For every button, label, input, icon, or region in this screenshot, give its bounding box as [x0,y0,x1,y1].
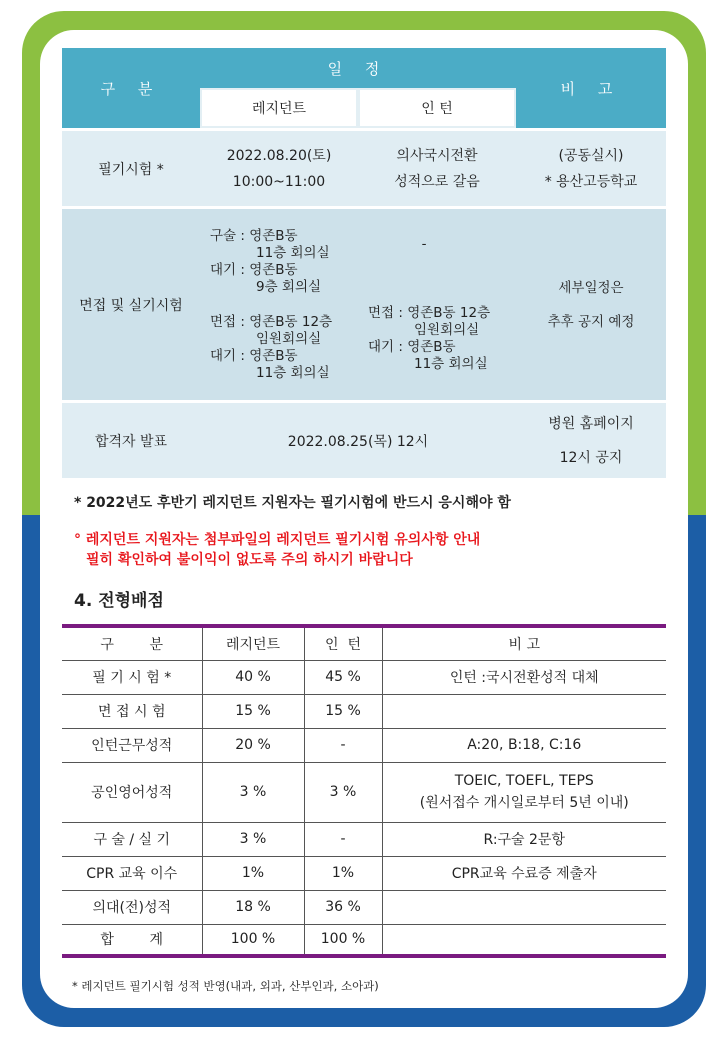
oral-location: 구술 : 영존B동 [210,227,298,244]
written-date: 2022.08.20(토) [226,147,332,164]
note-red-warning: ° 레지던트 지원자는 첨부파일의 레지던트 필기시험 유의사항 안내 필히 확인하여 불이익이 없도록 주의 하시기 바랍니다 [74,532,481,568]
col-header-remarks: 비 고 [382,626,666,660]
table-row: 의대(전)성적 18 % 36 % [62,890,666,924]
intern-interview-location: 면접 : 영존B동 12층 [368,305,491,321]
row-label: 합격자 발표 [62,400,200,478]
intern-oral-none: - [421,236,427,252]
header-schedule: 일 정 [200,48,516,88]
written-venue: * 용산고등학교 [544,173,638,190]
waiting-location: 대기 : 영존B동 [210,261,298,278]
announcement-date: 2022.08.25(목) 12시 [200,400,516,478]
note-written-required: * 2022년도 후반기 레지던트 지원자는 필기시험에 반드시 응시해야 함 [74,495,511,511]
table-row: 인턴근무성적 20 % - A:20, B:18, C:16 [62,728,666,762]
col-header-resident: 레지던트 [202,626,304,660]
row-label: 면접 및 실기시험 [62,206,200,400]
written-time: 10:00~11:00 [232,173,326,190]
subheader-intern: 인 턴 [358,88,516,128]
table-row-total: 합 계 100 % 100 % [62,924,666,956]
scoring-table [62,624,666,958]
row-interview: 면접 및 실기시험 구술 : 영존B동 11층 회의실 대기 : 영존B동 9층 회의실 면접 : 영존B동 12층 임원회의실 대기 : 영존B동 11층 회의실 - 면접 : 영존B동 12층 임원회의실 대기 : 영존B동 11층 회의실 세부일정은 추후 공지 예정 [62,206,666,400]
col-header-intern: 인 턴 [304,626,382,660]
intern-waiting-location: 대기 : 영존B동 [368,339,456,355]
announcement-remark: 병원 홈페이지 [548,415,634,432]
row-written-exam [62,128,666,206]
interview-remark: 세부일정은 [558,279,624,296]
row-announcement [62,400,666,478]
interview-remark-2: 추후 공지 예정 [547,313,635,330]
row-label: 필기시험 * [62,128,200,206]
header-category: 구 분 [62,48,200,128]
header-remarks: 비 고 [516,48,666,128]
footnote: * 레지던트 필기시험 성적 반영(내과, 외과, 산부인과, 소아과) [72,979,379,993]
interview-location: 면접 : 영존B동 12층 [210,313,333,330]
table-row: CPR 교육 이수 1% 1% CPR교육 수료증 제출자 [62,856,666,890]
scoring-table-wrap [62,624,666,958]
waiting-location-2: 대기 : 영존B동 [210,347,298,364]
table-row: 필 기 시 험 * 40 % 45 % 인턴 :국시전환성적 대체 [62,660,666,694]
table-row: 구 술 / 실 기 3 % - R:구술 2문항 [62,822,666,856]
intern-written-note: 의사국시전환 [396,147,478,164]
col-header-category: 구 분 [62,626,202,660]
table-header-row [62,626,666,660]
subheader-resident: 레지던트 [200,88,358,128]
section-title: 4. 전형배점 [74,591,164,611]
table-row: 공인영어성적 3 % 3 % TOEIC, TOEFL, TEPS (원서접수 개시일로부터 5년 이내) [62,762,666,822]
intern-written-note-2: 성적으로 갈음 [394,173,480,190]
written-remark: (공동실시) [558,147,624,164]
table-row: 면 접 시 험 15 % 15 % [62,694,666,728]
announcement-remark-2: 12시 공지 [559,449,623,466]
schedule-table [62,48,666,478]
